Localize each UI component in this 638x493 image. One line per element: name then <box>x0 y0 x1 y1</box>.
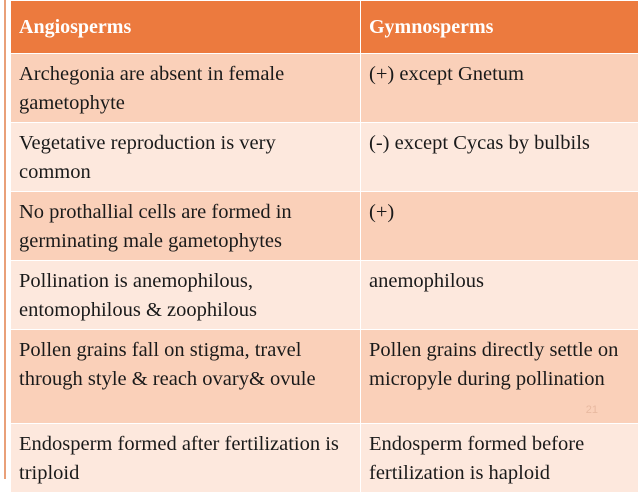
gymnosperm-cell: Pollen grains directly settle on micropyle during pollination <box>361 330 638 424</box>
comparison-table <box>10 0 638 493</box>
left-accent-rule <box>4 0 6 479</box>
angiosperm-cell: Endosperm formed after fertilization is triploid <box>11 424 361 493</box>
table-row <box>11 261 638 330</box>
table-row <box>11 330 638 424</box>
table-row <box>11 54 638 123</box>
table-row <box>11 424 638 493</box>
header-row <box>11 1 638 54</box>
angiosperm-cell: Vegetative reproduction is very common <box>11 123 361 192</box>
table-row <box>11 123 638 192</box>
angiosperm-cell: Pollination is anemophilous, entomophilous & zoophilous <box>11 261 361 330</box>
angiosperm-cell: Pollen grains fall on stigma, travel through style & reach ovary& ovule <box>11 330 361 424</box>
header-gymnosperms: Gymnosperms <box>361 1 638 54</box>
gymnosperm-cell: Endosperm formed before fertilization is haploid <box>361 424 638 493</box>
gymnosperm-cell: (-) except Cycas by bulbils <box>361 123 638 192</box>
gymnosperm-cell: (+) <box>361 192 638 261</box>
gymnosperm-cell: anemophilous <box>361 261 638 330</box>
table-row <box>11 192 638 261</box>
slide-number: 21 <box>586 404 598 416</box>
angiosperm-cell: No prothallial cells are formed in germinating male gametophytes <box>11 192 361 261</box>
angiosperm-cell: Archegonia are absent in female gametophyte <box>11 54 361 123</box>
header-angiosperms: Angiosperms <box>11 1 361 54</box>
gymnosperm-cell: (+) except Gnetum <box>361 54 638 123</box>
